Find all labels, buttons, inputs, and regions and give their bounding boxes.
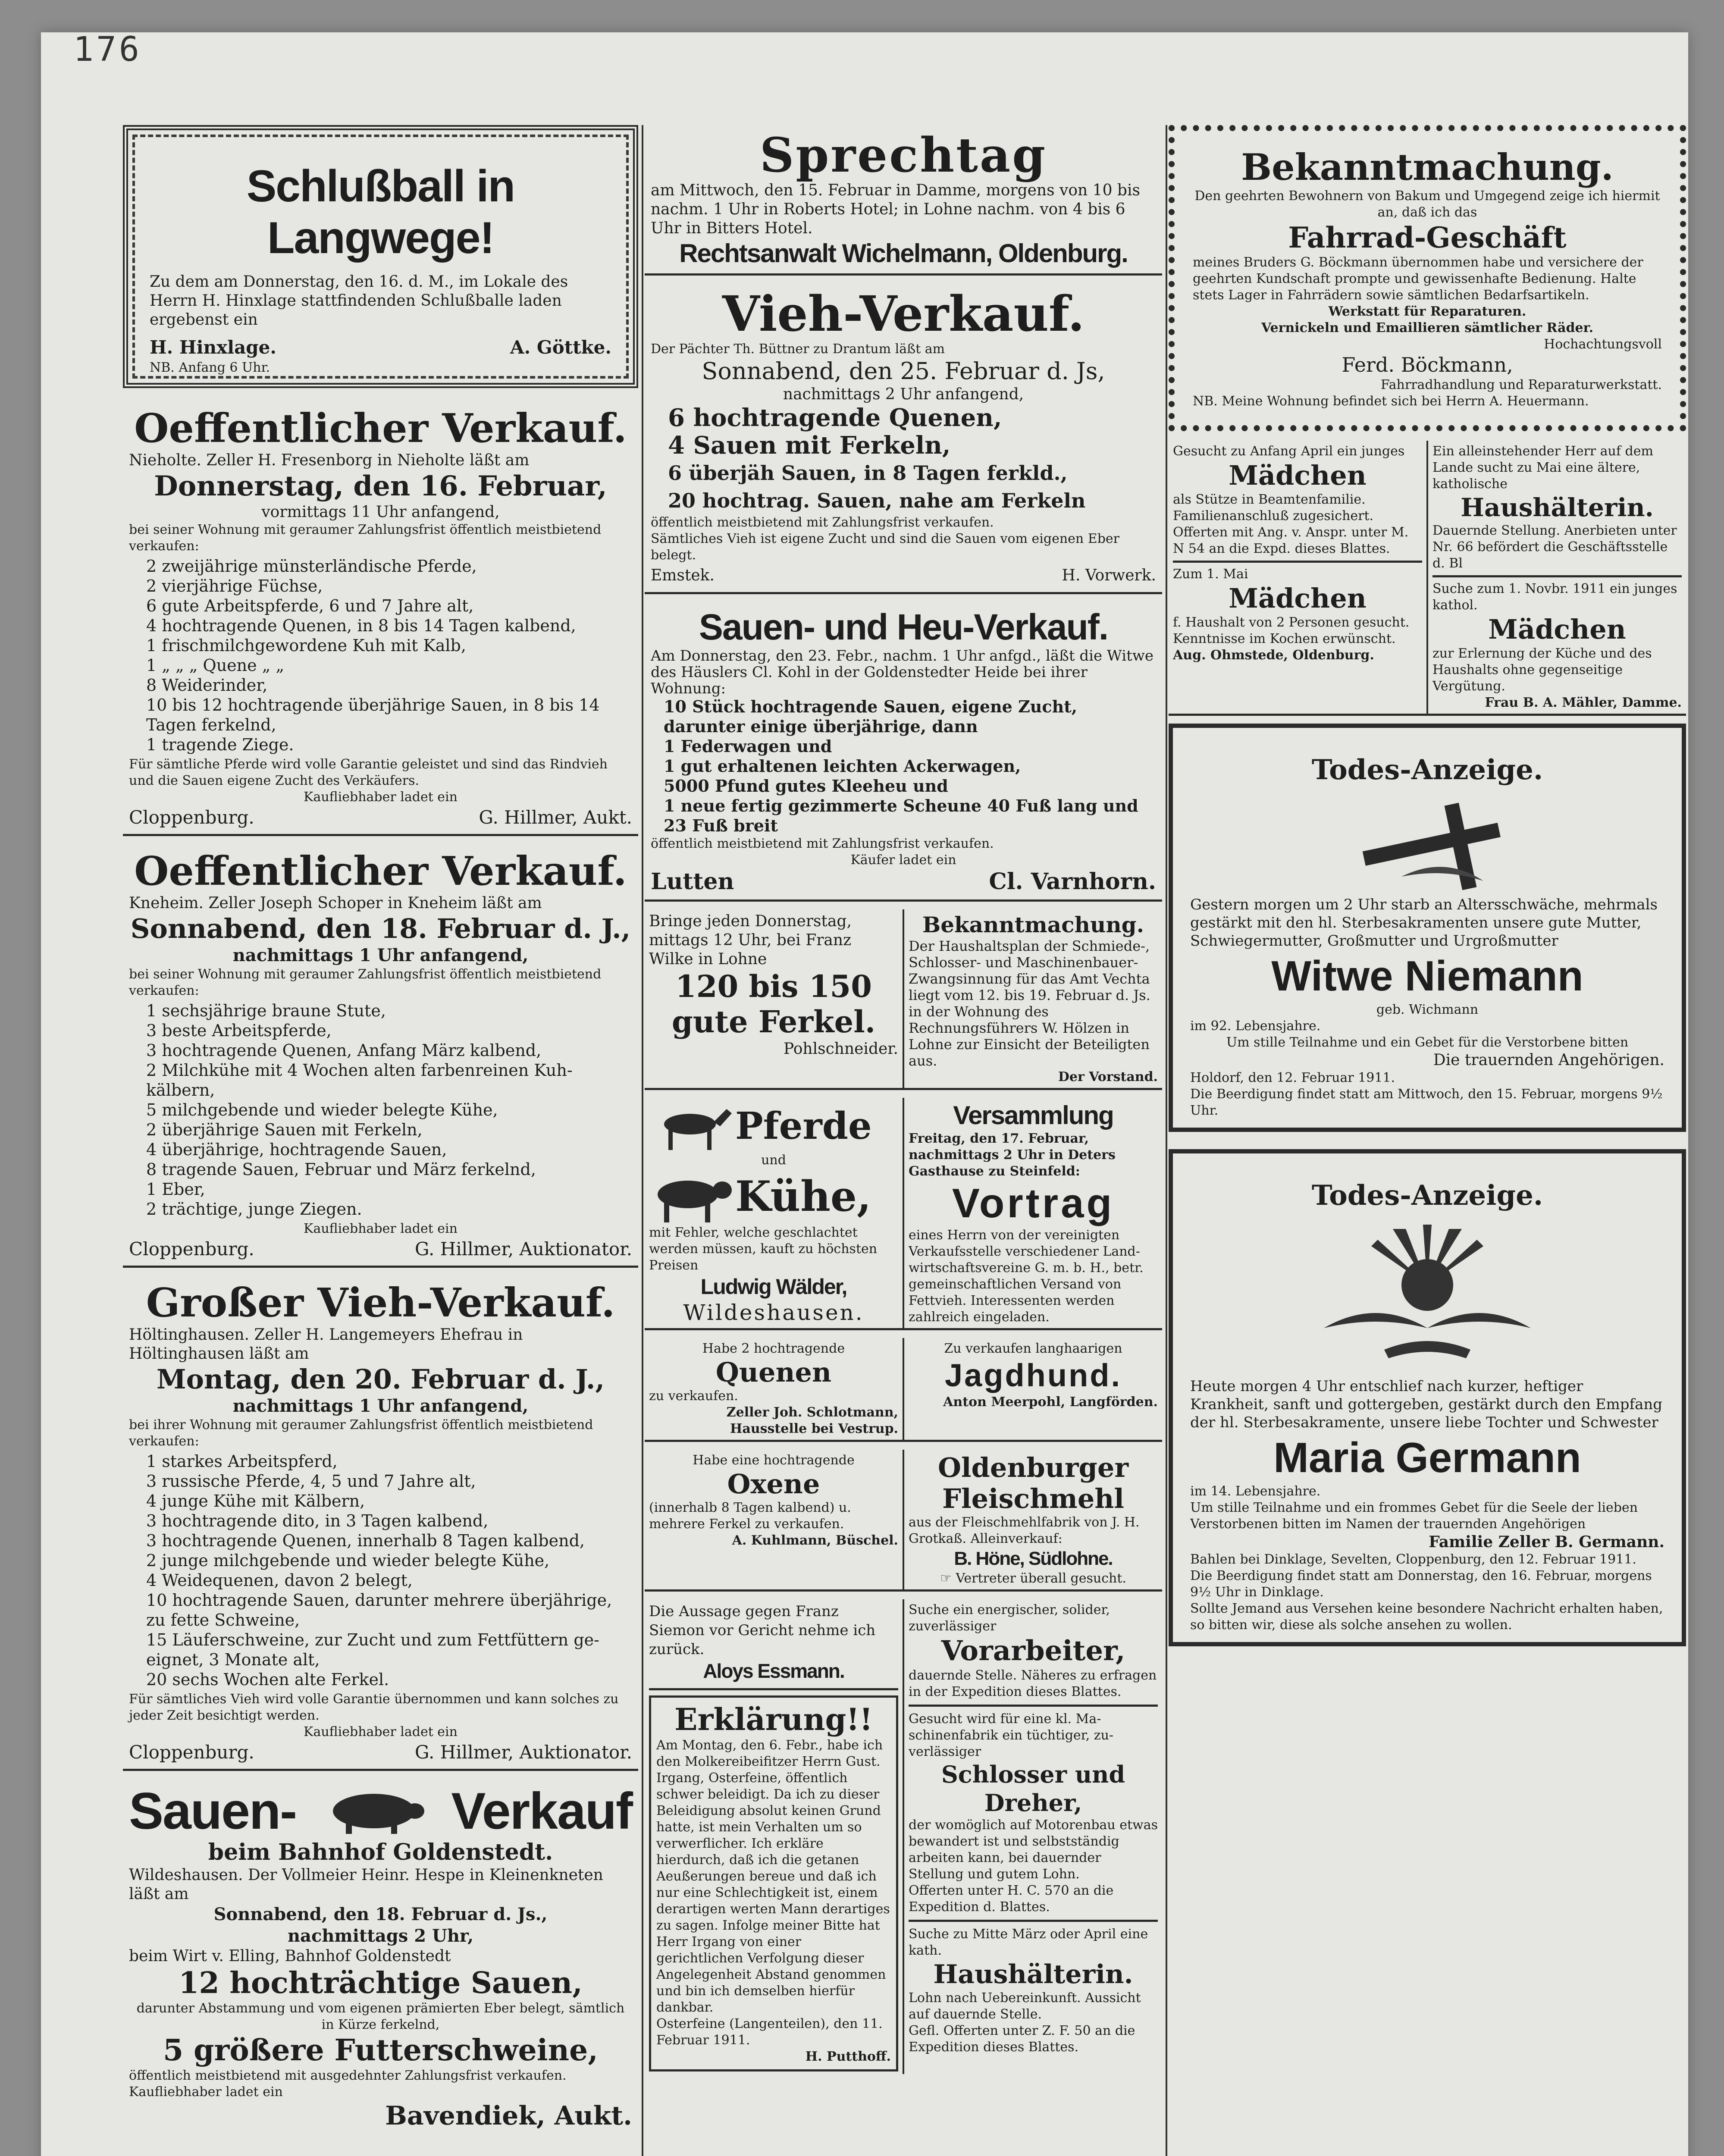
ad-intro: Kneheim. Zeller Joseph Schoper in Kneheim läßt am <box>129 894 542 912</box>
ad-signer: Frau B. A. Mähler, Damme. <box>1485 695 1682 710</box>
ad-date: Donnerstag, den 16. Februar, <box>154 470 607 502</box>
ad-headline: Sprechtag <box>759 127 1047 183</box>
ad-text2: meines Bruders G. Böckmann übernommen habe und versichere der geehrten Kundschaft prompte und gewissenhafte Bedienung. Halte stets Lager in Fahrrädern sowie sämtlichen Bedarfsartikeln. <box>1193 255 1643 303</box>
ad-text: (innerhalb 8 Tagen kalbend) u. mehrere Ferkel zu verkaufen. <box>649 1500 851 1532</box>
list-item: 20 hochtrag. Sauen, nahe am Ferkeln <box>668 489 1086 512</box>
row-quenen-jagdhund <box>645 1338 1162 1442</box>
ad-big: Mädchen <box>1229 460 1367 491</box>
ad-headline: Bekanntmachung. <box>1241 146 1614 188</box>
ad-headline: Großer Vieh-Verkauf. <box>146 1279 615 1326</box>
list-item: 2 Milchkühe mit 4 Wochen alten farbenreinen Kuhkälbern, <box>146 1061 573 1100</box>
list-item: 6 gute Arbeitspferde, 6 und 7 Jahre alt, <box>146 596 474 615</box>
ad-signer: Aloys Essmann. <box>703 1660 844 1682</box>
ad-age: im 92. Lebensjahre. <box>1190 1018 1321 1034</box>
ad-verkauf-nieholte <box>123 401 638 836</box>
ad-text: als Stütze in Beamtenfamilie. Familienanschluß zugesichert. <box>1173 492 1374 523</box>
ad-sauen-heu <box>645 602 1162 902</box>
ad-signer: H. Vorwerk. <box>1062 567 1156 584</box>
ad-funeral: Die Beerdigung findet statt am Mittwoch, den 15. Februar, morgens 9½ Uhr. <box>1190 1087 1663 1118</box>
ad-big: Quenen <box>715 1357 832 1388</box>
ad-offer: Gefl. Offerten unter Z. F. 50 an die Expedition dieses Blattes. <box>909 2023 1135 2055</box>
list-item: 6 hochtragende Quenen, <box>668 404 1002 432</box>
ad-invite: Kaufliebhaber ladet ein <box>304 1724 458 1739</box>
list-item: 8 tragende Sauen, Februar und März ferkelnd, <box>146 1160 536 1179</box>
ad-name: Ferd. Böckmann, <box>1342 353 1513 376</box>
ad-todesanzeige-germann <box>1169 1149 1686 1646</box>
list-item: 1 neue fertig gezimmerte Scheune 40 Fuß lang und 23 Fuß breit <box>664 796 1138 835</box>
ad-invite: Kaufliebhaber ladet ein <box>304 790 458 805</box>
ad-detail: eines Herrn von der vereinigten Verkaufsstelle verschiedener Landwirtschaftsvereine G. m. b. H., betr. gemeinschaftlichen Versand von Fettvieh. Interessenten werden zahlreich eingeladen. <box>909 1228 1144 1325</box>
left-stack <box>1169 441 1426 714</box>
ad-place: Cloppenburg. <box>129 807 254 828</box>
ad-headline: Erklärung!! <box>674 1702 873 1737</box>
ad-text: Die Aussage gegen Franz Siemon vor Gericht nehme ich zurück. <box>649 1603 876 1658</box>
cow-icon <box>649 1169 735 1225</box>
ad-signer: Rechtsanwalt Wichelmann, Oldenburg. <box>679 239 1128 268</box>
ad-lead: Habe 2 hochtragende <box>702 1341 845 1356</box>
ad-pferde <box>645 1098 903 1328</box>
ad-bekanntmachung-fahrrad <box>1169 125 1686 431</box>
ad-place: Cloppenburg. <box>129 1742 254 1763</box>
list-item: 10 bis 12 hochtragende überjährige Sauen, in 8 bis 14 Tagen ferkelnd, <box>146 696 600 734</box>
item-list <box>146 1451 632 1689</box>
ad-headline: Versammlung <box>953 1101 1113 1130</box>
list-item: 1 sechsjährige braune Stute, <box>146 1001 386 1020</box>
ad-time: nachmittags 1 Uhr anfangend, <box>232 945 529 965</box>
ad-werkstatt: Werkstatt für Reparaturen. <box>1328 304 1527 319</box>
ad-time: nachmittags 1 Uhr anfangend, <box>232 1396 529 1416</box>
list-item: 2 überjährige Sauen mit Ferkeln, <box>146 1120 423 1139</box>
deceased-name: Maria Germann <box>1273 1434 1581 1481</box>
ad-time: nachmittags 2 Uhr anfangend, <box>783 385 1024 403</box>
ad-big1: Oldenburger <box>938 1452 1128 1483</box>
list-item: 4 überjährige, hochtragende Sauen, <box>146 1140 447 1159</box>
list-item: 1 gut erhaltenen leichten Ackerwagen, <box>664 756 1021 776</box>
ad-vernickeln: Vernickeln und Emaillieren sämtlicher Räder. <box>1261 320 1594 335</box>
signer-left: H. Hinxlage. <box>150 337 277 358</box>
ad-text: am Mittwoch, den 15. Februar in Damme, morgens von 10 bis nachm. 1 Uhr in Roberts Hotel; in Lohne nachm. von 4 bis 6 Uhr in Bitters Hotel. <box>651 182 1140 237</box>
ad-fleischmehl <box>903 1450 1162 1589</box>
ad-lead: Gesucht zu Anfang April ein junges <box>1173 444 1405 459</box>
list-item: 4 hochtragende Quenen, in 8 bis 14 Tagen kalbend, <box>146 616 576 635</box>
ad-lead: Habe eine hochtragende <box>693 1453 855 1468</box>
ad-big2: Fleischmehl <box>942 1483 1124 1514</box>
list-item: 3 hochtragende dito, in 3 Tagen kalbend, <box>146 1511 489 1530</box>
list-item: 1 frischmilchgewordene Kuh mit Kalb, <box>146 636 466 655</box>
right-column <box>1169 125 1686 1646</box>
ad-signer: H. Putthoff. <box>805 2049 891 2064</box>
ad-text: aus der Fleischmehlfabrik von J. H. Grotkaß. Alleinverkauf: <box>909 1515 1140 1546</box>
ad-greet: Hochachtungsvoll <box>1544 337 1662 352</box>
horse-icon <box>649 1100 735 1152</box>
ad-signer: Der Vorstand. <box>1058 1069 1158 1084</box>
column-divider <box>642 125 643 2156</box>
list-item: 4 Sauen mit Ferkeln, <box>668 431 951 460</box>
ad-lead: Ein alleinstehender Herr auf dem Lande sucht zu Mai eine ältere, katholische <box>1432 444 1653 492</box>
list-item: 5 milchgebende und wieder belegte Kühe, <box>146 1100 498 1119</box>
ad-sub: beim Bahnhof Goldenstedt. <box>208 1839 553 1865</box>
list-item: 4 junge Kühe mit Kälbern, <box>146 1492 365 1510</box>
ad-prayer: Um stille Teilnahme und ein Gebet für die Verstorbene bitten <box>1226 1035 1629 1050</box>
ad-note: Sollte Jemand aus Versehen keine besondere Nachricht erhalten haben, so bitten wir, diese als solche ansehen zu wollen. <box>1190 1601 1663 1633</box>
ad-detail: darunter Abstammung und vom eigenen prämierten Eber belegt, sämtlich in Kürze ferkelnd, <box>136 2001 625 2032</box>
ad-word2: Kühe, <box>735 1172 871 1221</box>
ad-lead: bei ihrer Wohnung mit geraumer Zahlungsfrist öffentlich meistbietend verkaufen: <box>129 1417 593 1449</box>
ad-big: Jagdhund. <box>944 1357 1122 1393</box>
ad-quenen <box>645 1338 903 1440</box>
ad-headline: Oeffentlicher Verkauf. <box>134 405 627 451</box>
ad-lead: bei seiner Wohnung mit geraumer Zahlungsfrist öffentlich meistbietend verkaufen: <box>129 522 602 554</box>
ad-text: Gestern morgen um 2 Uhr starb an Altersschwäche, mehrmals gestärkt mit den hl. Sterbesakramenten unsere gute Mutter, Schwiegermutter, Großmutter und Urgroßmutter <box>1190 896 1658 950</box>
ad-time: nachmittags 2 Uhr, <box>287 1926 474 1946</box>
ad-date: Sonnabend, den 25. Februar d. Js, <box>702 357 1105 385</box>
ad-invite: Kaufliebhaber ladet ein <box>304 1221 458 1236</box>
ad-big: 120 bis 150 gute Ferkel. <box>671 968 876 1040</box>
ad-headline-left: Sauen- <box>129 1782 297 1840</box>
list-item: 20 sechs Wochen alte Ferkel. <box>146 1670 389 1689</box>
ad-note: NB. Meine Wohnung befindet sich bei Herrn A. Heuermann. <box>1193 394 1589 409</box>
ad-schlosser <box>909 1711 1158 1922</box>
list-item: 6 überjäh Sauen, in 8 Tagen ferkld., <box>668 461 1068 485</box>
list-item: 5000 Pfund gutes Kleeheu und <box>664 776 948 796</box>
ad-place: Emstek. <box>651 567 715 584</box>
ad-age: im 14. Lebensjahre. <box>1190 1484 1321 1499</box>
row-ochse-fleischmehl <box>645 1450 1162 1592</box>
item-list <box>664 697 1156 836</box>
ad-intro: Höltinghausen. Zeller H. Langemeyers Ehefrau in Höltinghausen läßt am <box>129 1326 523 1363</box>
ad-ferkel <box>645 909 903 1088</box>
ad-lead: öffentlich meistbietend mit ausgedehnter Zahlungsfrist verkaufen. <box>129 2068 567 2083</box>
ad-headline: Oeffentlicher Verkauf. <box>134 848 627 894</box>
right-stack <box>1426 441 1686 714</box>
row-maedchen-haushaelterin <box>1169 441 1686 716</box>
ad-intro: Der Pächter Th. Büttner zu Drantum läßt am <box>651 342 945 357</box>
ad-big: Vorarbeiter, <box>941 1635 1125 1667</box>
ad-text: Heute morgen 4 Uhr entschlief nach kurzer, heftiger Krankheit, sanft und gottergeben, gestärkt durch den Empfang der hl. Sterbesakramente, unsere liebe Tochter und Schwester <box>1190 1378 1663 1431</box>
left-stack <box>645 1599 903 2074</box>
ad-big: Haushälterin. <box>933 1959 1133 1990</box>
ad-place: Lutten <box>651 868 734 895</box>
ad-signer: A. Kuhlmann, Büschel. <box>732 1533 898 1548</box>
list-item: 10 Stück hochtragende Sauen, eigene Zucht, darunter einige überjährige, dann <box>664 697 1077 736</box>
ad-place: Holdorf, den 12. Februar 1911. <box>1190 1070 1395 1085</box>
ad-haushaelterin-mid <box>909 1926 1158 2056</box>
column-divider <box>1166 125 1167 2156</box>
ad-ochse <box>645 1450 903 1589</box>
ad-headline: Todes-Anzeige. <box>1311 1179 1543 1212</box>
list-item: 3 russische Pferde, 4, 5 und 7 Jahre alt, <box>146 1472 476 1491</box>
ad-big1: 12 hochträchtige Sauen, <box>179 1966 583 2000</box>
ad-funeral: Die Beerdigung findet statt am Donnerstag, den 16. Februar, morgens 9½ Uhr in Dinklage. <box>1190 1568 1652 1600</box>
ad-headline: Sauen- und Heu-Verkauf. <box>699 607 1108 647</box>
pointing-hand-icon: ☞ <box>940 1571 952 1586</box>
ad-text: Am Montag, den 6. Febr., habe ich den Molkereibeifitzer Herrn Gust. Irgang, Osterfeine, öffentlich schwer beleidigt. Da ich zu dieser Beleidigung absolut keinen Grund hatte, ist mein Verhalten um so verwerflicher. Ich erkläre hierdurch, daß ich die getanen Aeußerungen bereue und daß ich nur eine Schlechtigkeit ist, einem derartigen werten Mann derartiges zu sagen. Infolge meiner Bitte hat Herr Irgang von einer gerichtlichen Verfolgung dieser Angelegenheit Abstand genommen und bin ich demselben hierfür dankbar. <box>656 1738 890 2015</box>
ad-word1: Pferde <box>735 1104 872 1148</box>
ad-und: und <box>761 1153 786 1168</box>
ad-name: B. Höne, Südlohne. <box>954 1548 1113 1569</box>
ad-lead: Zum 1. Mai <box>1173 567 1248 582</box>
ad-offer: Offerten mit Ang. v. Anspr. unter M. N 54 an die Expd. dieses Blattes. <box>1173 525 1409 556</box>
ad-vorarbeiter <box>909 1602 1158 1707</box>
ad-text: zur Erlernung der Küche und des Haushalts ohne gegenseitige Vergütung. <box>1432 646 1652 694</box>
ad-family: Familie Zeller B. Germann. <box>1429 1533 1664 1551</box>
ad-signer: Pohlschneider. <box>783 1040 898 1058</box>
ad-offer: Offerten unter H. C. 570 an die Expedition d. Blattes. <box>909 1883 1114 1915</box>
list-item: 1 Eber, <box>146 1180 205 1199</box>
ad-born: geb. Wichmann <box>1376 1002 1479 1017</box>
list-item: 3 hochtragende Quenen, Anfang März kalbend, <box>146 1041 542 1060</box>
list-item: 2 zweijährige münsterländische Pferde, <box>146 557 477 576</box>
ad-verkauf-kneheim <box>123 844 638 1268</box>
ad-text: der womöglich auf Motorenbau etwas bewandert ist und selbstständig arbeiten kann, bei dauernder Stellung und gutem Lohn. <box>909 1818 1158 1882</box>
ad-signer: Cl. Varnhorn. <box>989 868 1156 895</box>
ad-signer: Zeller Joh. Schlotmann, Hausstelle bei Vestrup. <box>726 1405 898 1436</box>
row-pferde-versammlung <box>645 1098 1162 1330</box>
ad-text: Freitag, den 17. Februar, nachmittags 2 Uhr in Deters Gasthause zu Steinfeld: <box>909 1131 1116 1179</box>
list-item: 1 Federwagen und <box>664 736 832 756</box>
ad-essmann <box>649 1602 898 1690</box>
ad-name: Ludwig Wälder, <box>700 1275 847 1299</box>
ad-business: Fahrradhandlung und Reparaturwerkstatt. <box>1380 377 1662 392</box>
list-item: 2 trächtige, junge Ziegen. <box>146 1200 362 1219</box>
ad-date: Sonnabend, den 18. Februar d. J., <box>130 913 631 944</box>
ad-lead: Suche zum 1. Novbr. 1911 ein junges kathol. <box>1432 581 1677 613</box>
ad-note: Sämtliches Vieh ist eigene Zucht und sind die Sauen vom eigenen Eber belegt. <box>651 531 1119 563</box>
ad-note-text: Vertreter überall gesucht. <box>956 1571 1126 1586</box>
row-ferkel-bekanntmachung <box>645 909 1162 1090</box>
pig-icon <box>322 1787 426 1835</box>
ad-text: dauernde Stelle. Näheres zu erfragen in der Expedition dieses Blattes. <box>909 1668 1157 1699</box>
palm-wreath-icon <box>1190 1220 1664 1377</box>
middle-column <box>645 125 1162 2074</box>
ad-place: Bahlen bei Dinklage, Sevelten, Cloppenburg, den 12. Februar 1911. <box>1190 1552 1636 1567</box>
left-column <box>123 125 638 2143</box>
ad-lead: Gesucht wird für eine kl. Maschinenfabrik ein tüchtiger, zuverlässiger <box>909 1711 1114 1759</box>
list-item: 15 Läuferschweine, zur Zucht und zum Fettfüttern geeignet, 3 Monate alt, <box>146 1630 599 1669</box>
ad-signer: G. Hillmer, Auktionator. <box>414 1742 632 1763</box>
ad-headline: Bekanntmachung. <box>922 912 1144 937</box>
ad-guarantee: Für sämtliche Pferde wird volle Garantie geleistet und sind das Rindvieh und die Sauen eigene Zucht des Verkäufers. <box>129 757 608 788</box>
ad-lead: öffentlich meistbietend mit Zahlungsfrist verkaufen. <box>651 836 994 851</box>
ad-signer: Anton Meerpohl, Langförden. <box>943 1395 1158 1410</box>
row-essmann-vorarbeiter <box>645 1599 1162 2074</box>
ad-invite: Kaufliebhaber ladet ein <box>129 2084 283 2100</box>
ad-note: NB. Anfang 6 Uhr. <box>150 360 270 375</box>
ad-text: Der Haushaltsplan der Schmiede-, Schlosser- und Maschinenbauer-Zwangsinnung für das Amt Vechta liegt vom 12. bis 19. Februar d. Js. in der Wohnung des Rechnungsführers W. Hölzen in Lohne zur Einsicht der Beteiligten aus. <box>909 938 1150 1069</box>
ad-invite: Käufer ladet ein <box>850 852 956 868</box>
list-item: 3 hochtragende Quenen, innerhalb 8 Tagen kalbend, <box>146 1531 585 1550</box>
ad-intro: Am Donnerstag, den 23. Febr., nachm. 1 Uhr anfgd., läßt die Witwe des Häuslers Cl. Kohl in der Goldenstedter Heide bei ihrer Wohnung: <box>651 647 1154 697</box>
ad-big: Mädchen <box>1488 614 1626 645</box>
ad-note <box>909 1570 1158 1587</box>
ad-place: Wildeshausen. <box>683 1300 864 1325</box>
ad-big: Haushälterin. <box>1461 493 1654 522</box>
ad-place-line: beim Wirt v. Elling, Bahnhof Goldenstedt <box>129 1947 451 1965</box>
ad-signer: G. Hillmer, Aukt. <box>479 807 632 828</box>
ad-text: Dauernde Stellung. Anerbieten unter Nr. 66 befördert die Geschäftsstelle d. Bl <box>1432 523 1677 571</box>
ad-viehverkauf-drantum <box>645 283 1162 594</box>
ad-intro: Nieholte. Zeller H. Fresenborg in Nieholte läßt am <box>129 451 530 469</box>
ad-big: Mädchen <box>1229 583 1367 614</box>
list-item: 2 junge milchgebende und wieder belegte Kühe, <box>146 1551 550 1570</box>
ad-signer: G. Hillmer, Auktionator. <box>414 1238 632 1260</box>
ad-haushaelterin-right <box>1432 443 1682 577</box>
ad-lead: bei seiner Wohnung mit geraumer Zahlungsfrist öffentlich meistbietend verkaufen: <box>129 967 602 998</box>
ad-text: Lohn nach Uebereinkunft. Aussicht auf dauernde Stelle. <box>909 1990 1141 2022</box>
ad-text: zu verkaufen. <box>649 1388 738 1404</box>
ad-text: mit Fehler, welche geschlachtet werden müssen, kauft zu höchsten Preisen <box>649 1225 878 1273</box>
ad-todesanzeige-niemann <box>1169 724 1686 1132</box>
ad-jagdhund <box>903 1338 1162 1440</box>
ad-headline: Todes-Anzeige. <box>1311 754 1543 786</box>
ad-headline: Schlußball in Langwege! <box>246 161 515 263</box>
ad-place: Cloppenburg. <box>129 1238 254 1260</box>
deceased-name: Witwe Niemann <box>1271 952 1583 1000</box>
ad-lead: Suche ein energischer, solider, zuverlässiger <box>909 1602 1110 1634</box>
ad-time: vormittags 11 Uhr anfangend, <box>261 503 500 521</box>
ad-schlussball <box>123 125 638 388</box>
ad-maedchen-1 <box>1173 443 1422 563</box>
ad-vieh-hoeltinghausen <box>123 1275 638 1771</box>
ad-date: Sonnabend, den 18. Februar d. Js., <box>213 1904 548 1924</box>
signer-right: A. Göttke. <box>510 337 611 358</box>
cross-icon <box>1190 795 1664 896</box>
list-item: 3 beste Arbeitspferde, <box>146 1021 332 1040</box>
list-item: 4 Weidequenen, davon 2 belegt, <box>146 1571 413 1590</box>
ad-headline: Vieh-Verkauf. <box>722 286 1085 342</box>
ad-text: Bringe jeden Donnerstag, mittags 12 Uhr, bei Franz Wilke in Lohne <box>649 912 852 968</box>
list-item: 10 hochtragende Sauen, darunter mehrere überjährige, zu fette Schweine, <box>146 1591 612 1630</box>
ad-date: Montag, den 20. Februar d. J., <box>156 1363 605 1395</box>
ad-signer: Aug. Ohmstede, Oldenburg. <box>1173 648 1374 663</box>
ad-big: Schlosser und Dreher, <box>941 1761 1125 1817</box>
ad-bekanntmachung-innung <box>903 909 1162 1088</box>
ad-big2: 5 größere Futterschweine, <box>163 2033 598 2068</box>
ad-text1: Den geehrten Bewohnern von Bakum und Umgegend zeige ich hiermit an, daß ich das <box>1194 188 1660 220</box>
list-item: 1 starkes Arbeitspferd, <box>146 1452 338 1471</box>
ad-text: f. Haushalt von 2 Personen gesucht. Kenntnisse im Kochen erwünscht. <box>1173 615 1410 646</box>
list-item: 1 „ „ „ Quene „ „ <box>146 656 285 675</box>
item-list <box>668 404 1156 514</box>
list-item: 2 vierjährige Füchse, <box>146 577 323 595</box>
ad-sprechtag <box>645 125 1162 276</box>
ad-maedchen-3 <box>1432 581 1682 711</box>
right-stack <box>903 1599 1162 2074</box>
ad-big: Fahrrad-Geschäft <box>1288 221 1567 254</box>
item-list <box>146 1001 632 1219</box>
ad-intro: Wildeshausen. Der Vollmeier Heinr. Hespe in Kleinenkneten läßt am <box>129 1866 603 1903</box>
list-item: 8 Weiderinder, <box>146 676 268 695</box>
ad-lead: öffentlich meistbietend mit Zahlungsfrist verkaufen. <box>651 515 994 530</box>
ad-lead: Zu verkaufen langhaarigen <box>944 1341 1122 1356</box>
ad-big: Oxene <box>727 1468 820 1500</box>
list-item: 1 tragende Ziege. <box>146 735 294 754</box>
ad-versammlung <box>903 1098 1162 1328</box>
ad-place: Osterfeine (Langenteilen), den 11. Februar 1911. <box>656 2016 883 2048</box>
ad-guarantee: Für sämtliches Vieh wird volle Garantie übernommen und kann solches zu jeder Zeit besichtigt werden. <box>129 1692 619 1723</box>
ad-text: Zu dem am Donnerstag, den 16. d. M., im Lokale des Herrn H. Hinxlage stattfindenden Schlußballe laden ergebenst ein <box>150 273 568 329</box>
page-number: 176 <box>73 30 142 69</box>
ad-sauenverkauf <box>123 1779 638 2136</box>
ad-maedchen-2 <box>1173 566 1422 664</box>
ad-lead: Suche zu Mitte März oder April eine kath. <box>909 1927 1148 1958</box>
item-list <box>146 556 632 755</box>
ad-prayer: Um stille Teilnahme und ein frommes Gebet für die Seele der lieben Verstorbenen bitten im Namen der trauernden Angehörigen <box>1190 1500 1638 1532</box>
ad-erklaerung <box>649 1695 898 2071</box>
ad-headline-right: Verkauf <box>451 1782 632 1840</box>
ad-big: Vortrag <box>952 1180 1115 1226</box>
ad-family: Die trauernden Angehörigen. <box>1433 1051 1664 1069</box>
ad-signer: Bavendiek, Aukt. <box>385 2101 632 2131</box>
